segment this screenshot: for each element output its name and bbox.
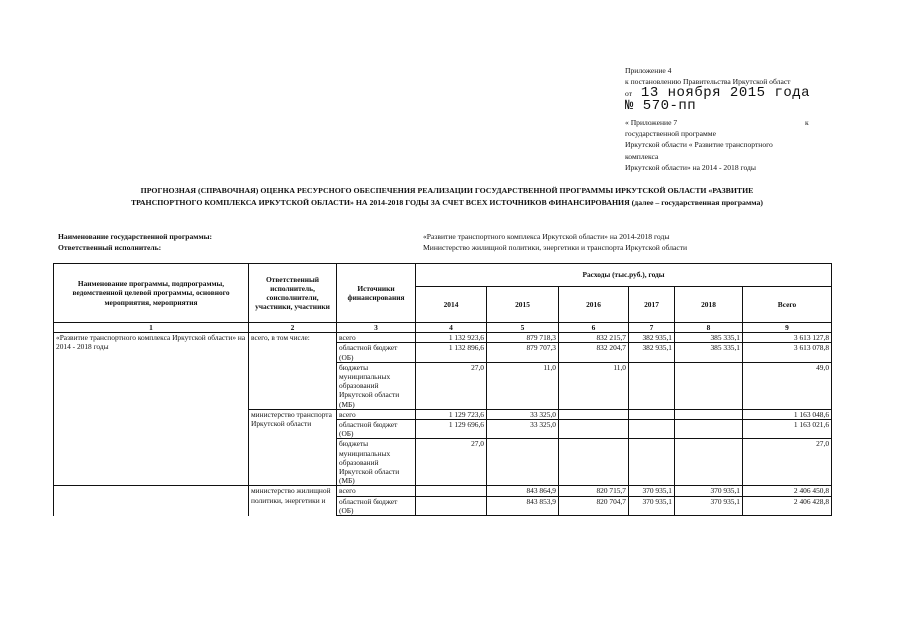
header-expenses: Расходы (тыс.руб.), годы — [416, 264, 832, 287]
appendix-line-2: к постановлению Правительства Иркутской област — [625, 76, 791, 86]
col-number: 8 — [675, 323, 743, 333]
header-executor: Ответственный исполнитель, соисполнители, участники, участники — [249, 264, 337, 323]
value-cell: 2 406 428,8 — [743, 496, 832, 515]
source-cell: областной бюджет (ОБ) — [337, 343, 416, 362]
value-cell: 3 613 078,8 — [743, 343, 832, 362]
value-cell — [675, 409, 743, 419]
header-year-2017: 2017 — [629, 287, 675, 323]
value-cell: 832 215,7 — [559, 333, 629, 343]
appendix-line-1: Приложение 4 — [625, 66, 672, 75]
value-cell — [416, 496, 487, 515]
source-cell: областной бюджет (ОБ) — [337, 420, 416, 439]
header-source: Источники финансирования — [337, 264, 416, 323]
program-name-cell-continued — [54, 486, 249, 516]
appendix-k-letter: к — [805, 118, 809, 127]
source-cell: всего — [337, 333, 416, 343]
value-cell — [559, 420, 629, 439]
value-cell — [416, 486, 487, 496]
value-cell: 370 935,1 — [629, 496, 675, 515]
value-cell: 385 335,1 — [675, 333, 743, 343]
resolution-number: № 570-пп — [625, 98, 697, 114]
header-year-2018: 2018 — [675, 287, 743, 323]
value-cell — [675, 439, 743, 486]
value-cell — [629, 439, 675, 486]
appendix-ref-line-1: « Приложение 7 к — [625, 118, 809, 127]
col-number: 7 — [629, 323, 675, 333]
appendix-ref-line-5: Иркутской области» на 2014 - 2018 годы — [625, 162, 756, 172]
value-cell: 3 613 127,8 — [743, 333, 832, 343]
appendix-ref-line-3: Иркутской области « Развитие транспортного — [625, 140, 773, 150]
appendix-reference — [625, 117, 840, 173]
value-cell: 33 325,0 — [487, 420, 559, 439]
program-name-value: «Развитие транспортного комплекса Иркутской области» на 2014-2018 годы — [423, 232, 670, 241]
value-cell: 385 335,1 — [675, 343, 743, 362]
title-line-1: ПРОГНОЗНАЯ (СПРАВОЧНАЯ) ОЦЕНКА РЕСУРСНОГО ОБЕСПЕЧЕНИЯ РЕАЛИЗАЦИИ ГОСУДАРСТВЕННОЙ ПРОГРАММЫ ИРКУТСКОЙ ОБЛАСТИ «РАЗВИТИЕ — [140, 186, 754, 195]
executor-cell: министерство жилищной политики, энергетики и — [249, 486, 337, 516]
value-cell — [559, 409, 629, 419]
col-number: 2 — [249, 323, 337, 333]
title-line-2: ТРАНСПОРТНОГО КОМПЛЕКСА ИРКУТСКОЙ ОБЛАСТИ» НА 2014-2018 ГОДЫ ЗА СЧЕТ ВСЕХ ИСТОЧНИКОВ ФИНАНСИРОВАНИЯ (далее – государственная программа) — [130, 198, 764, 207]
executor-label: Ответственный исполнитель: — [58, 243, 162, 252]
value-cell: 843 853,9 — [487, 496, 559, 515]
header-year-2014: 2014 — [416, 287, 487, 323]
header-year-2015: 2015 — [487, 287, 559, 323]
value-cell — [675, 362, 743, 409]
program-name-label: Наименование государственной программы: — [58, 232, 213, 241]
value-cell: 27,0 — [416, 362, 487, 409]
value-cell — [559, 439, 629, 486]
value-cell: 11,0 — [559, 362, 629, 409]
value-cell: 1 132 896,6 — [416, 343, 487, 362]
value-cell — [675, 420, 743, 439]
col-number: 9 — [743, 323, 832, 333]
col-number: 4 — [416, 323, 487, 333]
appendix-block — [625, 66, 840, 173]
source-cell: всего — [337, 409, 416, 419]
header-year-2016: 2016 — [559, 287, 629, 323]
value-cell: 27,0 — [743, 439, 832, 486]
executor-cell: министерство транспорта Иркутской области — [249, 409, 337, 486]
value-cell: 1 129 723,6 — [416, 409, 487, 419]
value-cell — [629, 362, 675, 409]
appendix-ref-line-4: комплекса — [625, 151, 659, 161]
value-cell: 1 129 696,6 — [416, 420, 487, 439]
value-cell: 382 935,1 — [629, 333, 675, 343]
value-cell: 820 715,7 — [559, 486, 629, 496]
document-title — [52, 185, 842, 209]
table-row — [54, 486, 832, 496]
value-cell: 370 935,1 — [675, 486, 743, 496]
table-row — [54, 333, 832, 343]
appendix-ref-line-2: государственной программе — [625, 129, 716, 139]
program-name-cell: «Развитие транспортного комплекса Иркутской области» на 2014 - 2018 годы — [54, 333, 249, 486]
executor-value: Министерство жилищной политики, энергетики и транспорта Иркутской области — [423, 243, 688, 252]
value-cell: 33 325,0 — [487, 409, 559, 419]
source-cell: бюджеты муниципальных образований Иркутской области (МБ) — [337, 362, 416, 409]
value-cell — [487, 439, 559, 486]
col-number: 6 — [559, 323, 629, 333]
value-cell — [629, 420, 675, 439]
col-number: 5 — [487, 323, 559, 333]
date-prefix: от — [625, 89, 633, 98]
value-cell: 879 718,3 — [487, 333, 559, 343]
value-cell: 370 935,1 — [675, 496, 743, 515]
value-cell: 382 935,1 — [629, 343, 675, 362]
executor-cell: всего, в том числе: — [249, 333, 337, 410]
value-cell: 820 704,7 — [559, 496, 629, 515]
column-numbers-row — [54, 323, 832, 333]
value-cell: 843 864,9 — [487, 486, 559, 496]
value-cell: 1 132 923,6 — [416, 333, 487, 343]
value-cell: 49,0 — [743, 362, 832, 409]
resolution-date: 13 ноября 2015 года — [640, 85, 811, 101]
resource-table — [53, 263, 832, 516]
source-cell: всего — [337, 486, 416, 496]
value-cell: 1 163 021,6 — [743, 420, 832, 439]
value-cell: 879 707,3 — [487, 343, 559, 362]
value-cell: 27,0 — [416, 439, 487, 486]
value-cell: 11,0 — [487, 362, 559, 409]
source-cell: областной бюджет (ОБ) — [337, 496, 416, 515]
source-cell: бюджеты муниципальных образований Иркутской области (МБ) — [337, 439, 416, 486]
value-cell: 1 163 048,6 — [743, 409, 832, 419]
header-total: Всего — [743, 287, 832, 323]
col-number: 3 — [337, 323, 416, 333]
header-name: Наименование программы, подпрограммы, ведомственной целевой программы, основного мероприятия, мероприятия — [54, 264, 249, 323]
value-cell — [629, 409, 675, 419]
value-cell: 832 204,7 — [559, 343, 629, 362]
value-cell: 370 935,1 — [629, 486, 675, 496]
col-number: 1 — [54, 323, 249, 333]
value-cell: 2 406 450,8 — [743, 486, 832, 496]
